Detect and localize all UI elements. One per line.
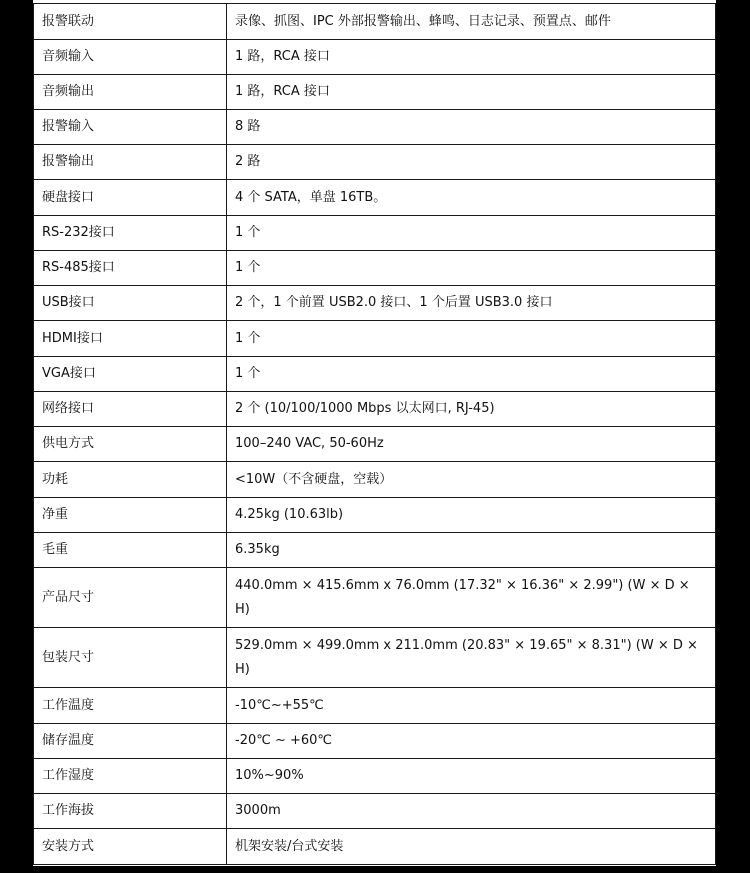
table-row <box>34 392 716 427</box>
spec-key: 供电方式 <box>34 427 227 462</box>
spec-key: 音频输入 <box>34 40 227 75</box>
spec-value: 10%~90% <box>227 759 716 794</box>
table-row <box>34 829 716 865</box>
spec-value: 2 个，1 个前置 USB2.0 接口、1 个后置 USB3.0 接口 <box>227 286 716 321</box>
spec-key: 毛重 <box>34 533 227 568</box>
table-row <box>34 75 716 110</box>
spec-key: 报警联动 <box>34 4 227 40</box>
spec-value: 3000m <box>227 794 716 829</box>
table-row <box>34 321 716 357</box>
spec-key: 报警输出 <box>34 145 227 180</box>
spec-value: 2 个 (10/100/1000 Mbps 以太网口, RJ-45) <box>227 392 716 427</box>
spec-key: RS-232接口 <box>34 216 227 251</box>
table-row <box>34 110 716 145</box>
spec-key: 工作湿度 <box>34 759 227 794</box>
spec-value: 机架安装/台式安装 <box>227 829 716 865</box>
spec-key: 音频输出 <box>34 75 227 110</box>
spec-value: 440.0mm × 415.6mm x 76.0mm (17.32" × 16.36" × 2.99") (W × D × H) <box>227 568 716 628</box>
spec-key: RS-485接口 <box>34 251 227 286</box>
table-row <box>34 145 716 180</box>
table-row <box>34 180 716 216</box>
spec-table <box>33 3 716 865</box>
table-row <box>34 216 716 251</box>
spec-key: 包装尺寸 <box>34 628 227 688</box>
table-row <box>34 40 716 75</box>
table-row <box>34 498 716 533</box>
spec-key: 工作海拔 <box>34 794 227 829</box>
spec-key: 报警输入 <box>34 110 227 145</box>
spec-value: 1 路，RCA 接口 <box>227 75 716 110</box>
table-row <box>34 462 716 498</box>
spec-value: -20℃ ~ +60℃ <box>227 724 716 759</box>
spec-key: 净重 <box>34 498 227 533</box>
spec-key: VGA接口 <box>34 357 227 392</box>
spec-value: 1 个 <box>227 251 716 286</box>
spec-value: 1 个 <box>227 357 716 392</box>
table-row <box>34 724 716 759</box>
table-row <box>34 4 716 40</box>
table-row <box>34 628 716 688</box>
spec-key: 安装方式 <box>34 829 227 865</box>
spec-key: 网络接口 <box>34 392 227 427</box>
spec-value: 1 个 <box>227 216 716 251</box>
spec-sheet <box>33 0 716 866</box>
spec-value: 录像、抓图、IPC 外部报警输出、蜂鸣、日志记录、预置点、邮件 <box>227 4 716 40</box>
spec-value: <10W（不含硬盘，空载） <box>227 462 716 498</box>
spec-key: 功耗 <box>34 462 227 498</box>
spec-value: 4.25kg (10.63lb) <box>227 498 716 533</box>
spec-value: 1 个 <box>227 321 716 357</box>
spec-key: HDMI接口 <box>34 321 227 357</box>
table-row <box>34 251 716 286</box>
table-row <box>34 759 716 794</box>
spec-value: 2 路 <box>227 145 716 180</box>
spec-key: 硬盘接口 <box>34 180 227 216</box>
spec-value: -10℃~+55℃ <box>227 688 716 724</box>
spec-key: 工作温度 <box>34 688 227 724</box>
table-row <box>34 794 716 829</box>
table-row <box>34 357 716 392</box>
table-row <box>34 286 716 321</box>
table-row <box>34 568 716 628</box>
spec-value: 529.0mm × 499.0mm x 211.0mm (20.83" × 19.65" × 8.31") (W × D × H) <box>227 628 716 688</box>
spec-key: USB接口 <box>34 286 227 321</box>
table-row <box>34 688 716 724</box>
spec-key: 储存温度 <box>34 724 227 759</box>
spec-value: 4 个 SATA，单盘 16TB。 <box>227 180 716 216</box>
table-row <box>34 533 716 568</box>
spec-value: 100–240 VAC, 50-60Hz <box>227 427 716 462</box>
table-row <box>34 427 716 462</box>
spec-value: 1 路，RCA 接口 <box>227 40 716 75</box>
spec-value: 6.35kg <box>227 533 716 568</box>
spec-value: 8 路 <box>227 110 716 145</box>
spec-key: 产品尺寸 <box>34 568 227 628</box>
